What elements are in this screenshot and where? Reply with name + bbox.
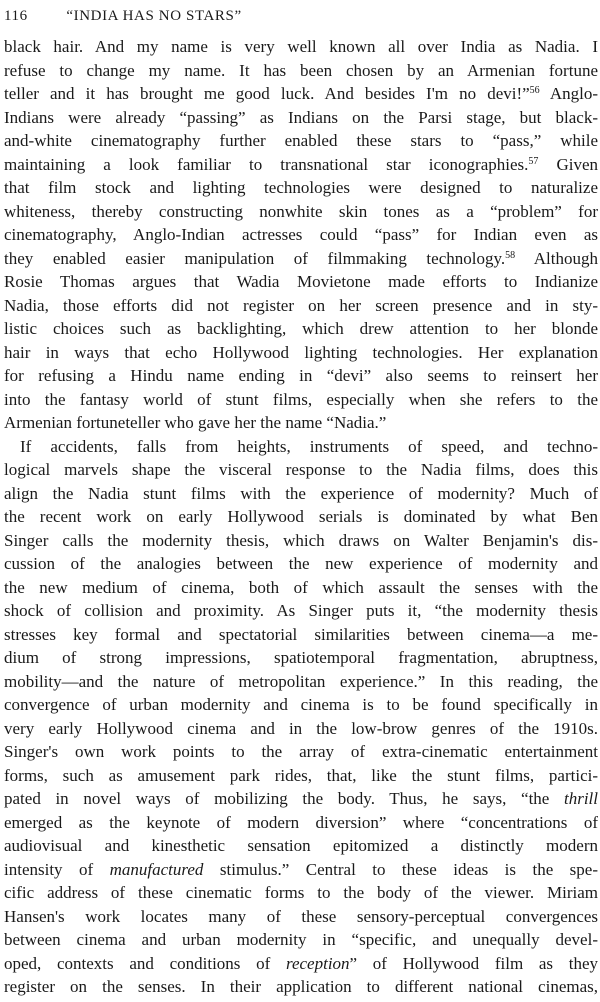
line-text: cinematography, Anglo-Indian actresses could “pass” for Indian even as [4,225,598,244]
text-line [4,834,598,858]
page-number: 116 [4,8,28,24]
line-text: the recent work on early Hollywood serials is dominated by what Ben [4,507,598,526]
line-text: teller and it has brought me good luck. And besides I'm no devi!” [4,84,530,103]
line-text: Singer's own work points to the array of extra-cinematic entertainment [4,742,598,761]
line-text: register on the senses. In their application to different national cinemas, [4,977,598,996]
line-text: into the fantasy world of stunt films, especially when she refers to the [4,389,598,409]
text-line [4,717,598,741]
text-line [4,576,598,600]
text-line [4,294,598,318]
line-text: intensity of [4,859,110,879]
line-text: very early Hollywood cinema and in the low-brow genres of the 1910s. [4,718,598,738]
text-line [4,482,598,506]
text-line [4,693,598,717]
line-text: mobility—and the nature of metropolitan experience.” In this reading, the [4,671,598,691]
line-text: align the Nadia stunt films with the experience of modernity? Much of [4,483,598,503]
line-text-rest: stimulus.” Central to these ideas is the spe- [203,859,598,879]
line-text: oped, contexts and conditions of [4,953,286,973]
text-line [4,435,598,459]
text-line [4,670,598,694]
text-line [4,646,598,670]
italic-text: thrill [563,789,598,808]
line-text: and-white cinematography further enabled these stars to “pass,” while [4,131,598,150]
line-text: Rosie Thomas argues that Wadia Movietone made efforts to Indianize [4,272,598,291]
line-text: If accidents, falls from heights, instruments of speed, and techno- [20,436,598,456]
book-page [4,0,598,1002]
text-line [4,59,598,83]
line-text-rest: Anglo- [539,84,598,103]
line-text: Indians were already “passing” as Indians on the Parsi stage, but black- [4,107,598,127]
line-text: dium of strong impressions, spatiotemporal fragmentation, abruptness, [4,648,598,667]
text-line [4,247,598,271]
text-line [4,764,598,788]
footnote-marker: 58 [505,249,516,261]
line-text: logical marvels shape the visceral response to the Nadia films, does this [4,460,598,479]
line-text: Armenian fortuneteller who gave her the name “Nadia.” [4,413,387,432]
running-title: “INDIA HAS NO STARS” [66,8,242,24]
italic-text: manufactured [109,859,204,879]
text-line [4,270,598,294]
line-text: that film stock and lighting technologies were designed to naturalize [4,178,598,197]
line-text: listic choices such as backlighting, which drew attention to her blonde [4,319,598,338]
footnote-marker: 57 [528,155,539,167]
body-text [4,35,598,999]
text-line [4,505,598,529]
footnote-marker: 56 [529,85,540,96]
text-line [4,129,598,153]
line-text-rest: ” of Hollywood film as they [349,953,598,973]
text-line [4,881,598,905]
text-line [4,106,598,130]
line-text: whiteness, thereby constructing nonwhite skin tones as a “problem” for [4,201,598,221]
text-line [4,599,598,623]
text-line [4,529,598,553]
text-line [4,740,598,764]
text-line [4,811,598,835]
text-line [4,787,598,811]
text-line [4,623,598,647]
line-text: the new medium of cinema, both of which assault the senses with the [4,577,598,597]
text-line [4,223,598,247]
line-text: Hansen's work locates many of these sensory-perceptual convergences [4,906,598,926]
text-line [4,317,598,341]
line-text: between cinema and urban modernity in “specific, and unequally devel- [4,930,598,949]
text-line [4,552,598,576]
text-line [4,82,598,106]
line-text: cussion of the analogies between the new experience of modernity and [4,554,598,573]
line-text: stresses key formal and spectatorial similarities between cinema—a me- [4,624,598,644]
running-head [4,5,598,27]
text-line [4,928,598,952]
text-line [4,364,598,388]
line-text: convergence of urban modernity and cinema is to be found specifically in [4,695,598,714]
line-text: for refusing a Hindu name ending in “devi” also seems to reinsert her [4,366,598,385]
line-text-rest: Although [515,248,598,268]
line-text: hair in ways that echo Hollywood lighting technologies. Her explanation [4,342,598,362]
line-text: pated in novel ways of mobilizing the body. Thus, he says, “the [4,789,564,808]
text-line [4,176,598,200]
line-text: cific address of these cinematic forms to the body of the viewer. Miriam [4,883,598,902]
text-line [4,952,598,976]
text-line [4,411,598,435]
text-line [4,858,598,882]
text-line [4,458,598,482]
line-text-rest: Given [538,154,598,174]
line-text: shock of collision and proximity. As Singer puts it, “the modernity thesis [4,601,598,620]
text-line [4,905,598,929]
text-line [4,341,598,365]
line-text: Singer calls the modernity thesis, which draws on Walter Benjamin's dis- [4,530,598,550]
line-text: emerged as the keynote of modern diversion” where “concentrations of [4,812,598,832]
line-text: forms, such as amusement park rides, that, like the stunt films, partici- [4,765,598,785]
line-text: they enabled easier manipulation of filmmaking technology. [4,248,506,268]
text-line [4,35,598,59]
italic-text: reception [285,953,350,973]
text-line [4,388,598,412]
line-text: black hair. And my name is very well known all over India as Nadia. I [4,37,598,56]
text-line [4,153,598,177]
line-text: Nadia, those efforts did not register on her screen presence and in sty- [4,295,598,315]
text-line [4,975,598,999]
line-text: audiovisual and kinesthetic sensation epitomized a distinctly modern [4,836,598,855]
line-text: maintaining a look familiar to transnational star iconographies. [4,154,529,174]
line-text: refuse to change my name. It has been chosen by an Armenian fortune [4,60,598,80]
text-line [4,200,598,224]
